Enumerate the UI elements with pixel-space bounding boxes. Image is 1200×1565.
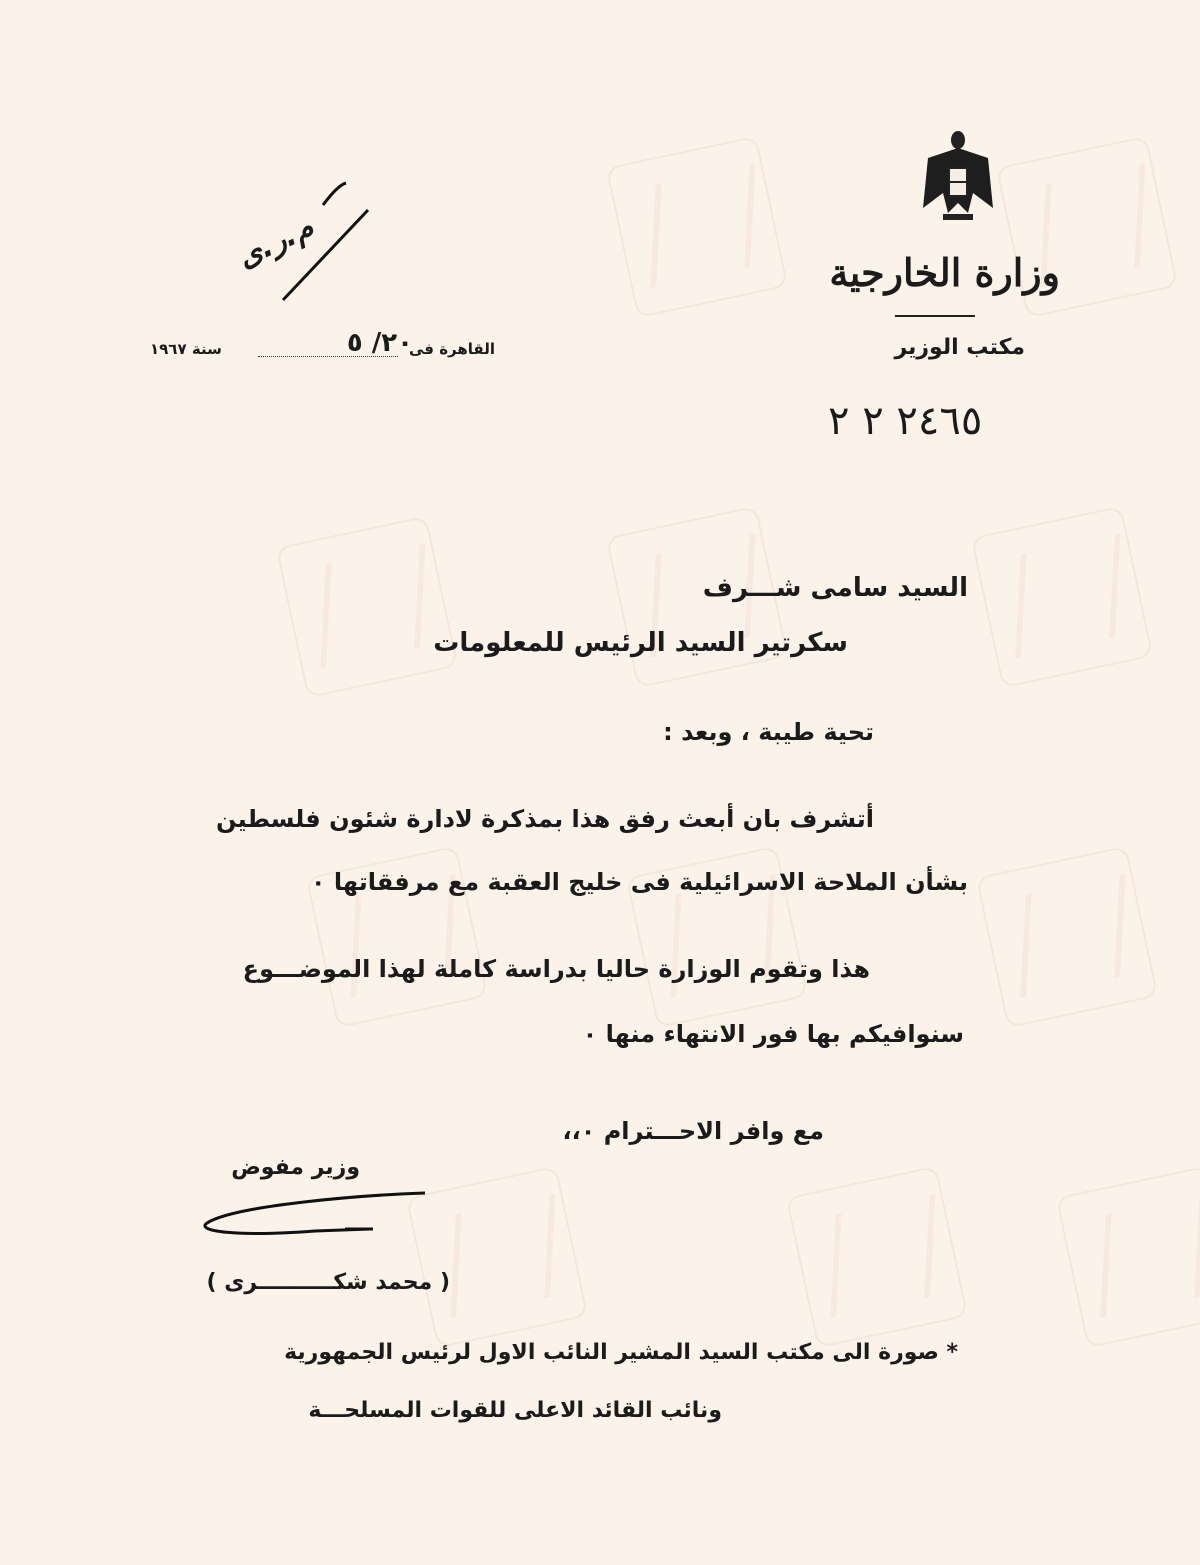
date-year: سنة ١٩٦٧ xyxy=(150,340,222,358)
cc-line-2: ونائب القائد الاعلى للقوات المسلحـــة xyxy=(308,1398,722,1423)
greeting: تحية طيبة ، وبعد : xyxy=(663,718,874,746)
eagle-emblem-icon xyxy=(918,128,998,223)
signatory-name: ( محمد شكــــــــــرى ) xyxy=(206,1270,450,1295)
date-city-label: القاهرة فى xyxy=(408,340,495,358)
recipient-name: السيد سامى شـــرف xyxy=(702,573,968,603)
handwritten-initials: م.ر.ى xyxy=(232,209,320,276)
paragraph-1-line-2: بشأن الملاحة الاسرائيلية فى خليج العقبة مع مرفقاتها ٠ xyxy=(310,868,968,896)
date-line xyxy=(150,328,495,364)
cc-line-1: * صورة الى مكتب السيد المشير النائب الاول لرئيس الجمهورية xyxy=(284,1340,958,1365)
paragraph-1-line-1: أتشرف بان أبعث رفق هذا بمذكرة لادارة شئون فلسطين xyxy=(216,805,874,833)
paragraph-2-line-1: هذا وتقوم الوزارة حاليا بدراسة كاملة لهذا الموضـــوع xyxy=(242,955,870,983)
header-divider xyxy=(895,315,975,317)
ministry-name: وزارة الخارجية xyxy=(829,250,1060,295)
office-name: مكتب الوزير xyxy=(894,335,1025,360)
handwritten-signature xyxy=(195,1185,435,1245)
closing-line: مع وافر الاحـــترام ٠،، xyxy=(562,1117,824,1145)
date-dotted-rule xyxy=(258,356,398,357)
date-value: ٢٠/ ٥ xyxy=(346,328,413,358)
handwritten-annotation xyxy=(228,175,388,305)
recipient-title: سكرتير السيد الرئيس للمعلومات xyxy=(433,628,848,658)
signatory-title: وزير مفوض xyxy=(231,1155,360,1180)
reference-number: ٢٤٦٥ ٢ ٢ xyxy=(828,398,983,444)
paragraph-2-line-2: سنوافيكم بها فور الانتهاء منها ٠ xyxy=(582,1020,964,1048)
